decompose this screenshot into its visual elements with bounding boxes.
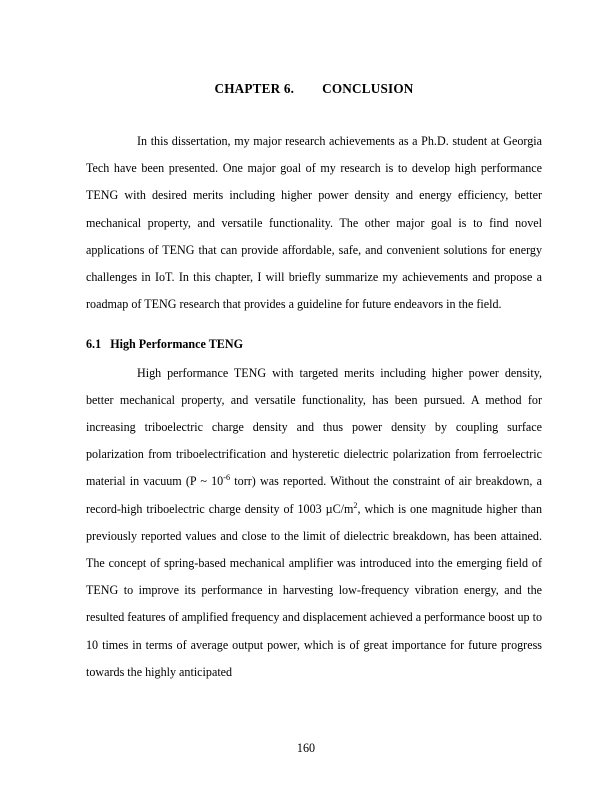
hp-text-segment-2: torr) was reported. Without the constraint of air breakdown, a record-high triboelectric charge density of 1003 µC/m [86, 474, 542, 516]
page-number: 160 [296, 741, 316, 755]
high-performance-paragraph [86, 359, 542, 686]
chapter-title: CHAPTER 6. CONCLUSION [214, 80, 414, 96]
intro-paragraph: In this dissertation, my major research achievements as a Ph.D. student at Georgia Tech have been presented. One major goal of my research is to develop high performance TENG with desired merits including higher power density and energy efficiency, better mechanical property, and versatile functionality. The other major goal is to find novel applications of TENG that can provide affordable, safe, and convenient solutions for energy challenges in IoT. In this chapter, I will briefly summarize my achievements and propose a roadmap of TENG research that provides a guideline for future endeavors in the field. [86, 134, 542, 312]
section-heading-6-1: 6.1 High Performance TENG [86, 337, 243, 352]
hp-text-segment-1: High performance TENG with targeted merits including higher power density, better mechanical property, and versatile functionality, has been pursued. A method for increasing triboelectric charge density and thus power density by coupling surface polarization from triboelectrification and hysteretic dielectric polarization from ferroelectric material in vacuum (P ~ 10 [86, 365, 542, 489]
body-text-block [86, 128, 542, 686]
exponent-squared: 2 [353, 500, 358, 510]
hp-text-segment-3: , which is one magnitude higher than previously reported values and close to the limit of dielectric breakdown, has been attained. The concept of spring-based mechanical amplifier was introduced into the emerging field of TENG to improve its performance in harvesting low-frequency vibration energy, and the resulted features of amplified frequency and displacement achieved a performance boost up to 10 times in terms of average output power, which is of great importance for future progress towards the highly anticipated [86, 501, 543, 679]
exponent-negative-six: -6 [223, 473, 231, 483]
